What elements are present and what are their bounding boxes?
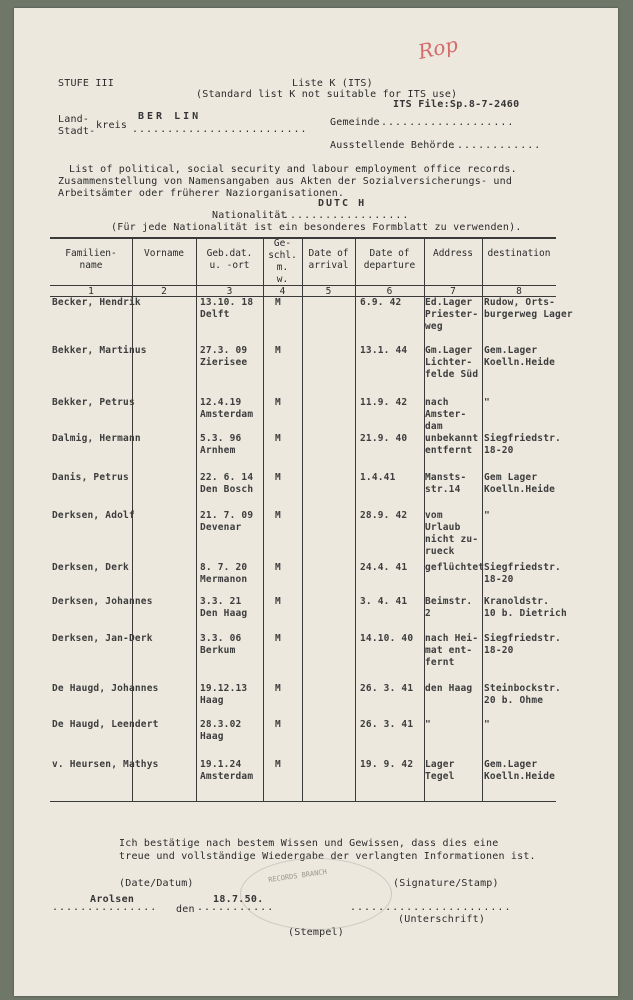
column-number: 7 (450, 286, 456, 297)
row-1-departure: 6.9. 42 (360, 297, 402, 308)
row-12-address: Lager Tegel (425, 759, 455, 782)
row-2-sex: M (275, 345, 281, 356)
row-1-address: Ed.Lager Priester- weg (425, 297, 479, 332)
signature-label: (Signature/Stamp) (393, 878, 499, 889)
row-1-destination: Rudow, Orts- burgerweg Lager (484, 297, 573, 320)
table-column-divider (302, 237, 303, 801)
column-header: Geb.dat. u. -ort (206, 248, 253, 271)
row-12-name: v. Heursen, Mathys (52, 759, 159, 770)
row-8-departure: 3. 4. 41 (360, 596, 408, 607)
row-11-destination: " (484, 719, 490, 730)
row-4-departure: 21.9. 40 (360, 433, 408, 444)
stamp-text: RECORDS BRANCH (267, 867, 328, 885)
intro-line-1: List of political, social security and labour employment office records. (69, 164, 517, 175)
row-5-birth: 22. 6. 14 Den Bosch (200, 472, 254, 495)
row-5-departure: 1.4.41 (360, 472, 396, 483)
nationality-label: Nationalität (212, 210, 287, 221)
row-2-birth: 27.3. 09 Zierisee (200, 345, 248, 368)
kreis-dotted-line: ......................... (132, 124, 308, 135)
row-4-name: Dalmig, Hermann (52, 433, 141, 444)
row-4-birth: 5.3. 96 Arnhem (200, 433, 242, 456)
place-value: Arolsen (90, 894, 135, 905)
row-2-destination: Gem.Lager Koelln.Heide (484, 345, 556, 368)
row-3-birth: 12.4.19 Amsterdam (200, 397, 254, 420)
column-header: Familien- name (65, 248, 117, 271)
row-11-address: " (425, 719, 431, 730)
stufe-label: STUFE III (58, 78, 114, 89)
row-1-birth: 13.10. 18 Delft (200, 297, 254, 320)
row-7-sex: M (275, 562, 281, 573)
row-11-birth: 28.3.02 Haag (200, 719, 242, 742)
standard-note: (Standard list K not suitable for ITS use) (196, 89, 458, 100)
row-10-address: den Haag (425, 683, 473, 694)
column-number: 5 (325, 286, 332, 297)
its-file-number: ITS File:Sp.8-7-2460 (393, 99, 520, 110)
confirmation-line-2: treue und vollständige Wiedergabe der verlangten Informationen ist. (119, 851, 536, 862)
column-header: Vorname (143, 248, 185, 259)
row-11-departure: 26. 3. 41 (360, 719, 414, 730)
row-12-destination: Gem.Lager Koelln.Heide (484, 759, 556, 782)
nationality-dotted-line: ................... (276, 210, 410, 221)
column-number: 8 (516, 286, 522, 297)
column-number: 4 (279, 286, 286, 297)
row-9-address: nach Hei- mat ent- fernt (425, 633, 479, 668)
nationality-note: (Für jede Nationalität ist ein besonderes Formblatt zu verwenden). (111, 222, 522, 233)
row-12-departure: 19. 9. 42 (360, 759, 414, 770)
row-9-birth: 3.3. 06 Berkum (200, 633, 242, 656)
row-7-departure: 24.4. 41 (360, 562, 408, 573)
row-6-sex: M (275, 510, 281, 521)
row-5-name: Danis, Petrus (52, 472, 129, 483)
row-9-departure: 14.10. 40 (360, 633, 414, 644)
row-10-destination: Steinbockstr. 20 b. Ohme (484, 683, 561, 706)
intro-line-2: Zusammenstellung von Namensangaben aus Akten der Sozialversicherungs- und (58, 176, 513, 187)
row-7-birth: 8. 7. 20 Mermanon (200, 562, 248, 585)
row-3-destination: " (484, 397, 490, 408)
date-value: 18.7.50. (213, 894, 264, 905)
nationality-value: DUTC H (318, 198, 367, 209)
ausstellende-label: Ausstellende Behörde (330, 140, 455, 151)
ausstellende-dotted-line: ............. (450, 140, 542, 151)
row-2-departure: 13.1. 44 (360, 345, 408, 356)
row-1-name: Becker, Hendrik (52, 297, 141, 308)
stempel-label: (Stempel) (288, 927, 344, 938)
row-6-departure: 28.9. 42 (360, 510, 408, 521)
row-6-destination: " (484, 510, 490, 521)
date-label: (Date/Datum) (119, 878, 194, 889)
row-8-sex: M (275, 596, 281, 607)
row-9-name: Derksen, Jan-Derk (52, 633, 153, 644)
row-10-name: De Haugd, Johannes (52, 683, 159, 694)
row-4-destination: Siegfriedstr. 18-20 (484, 433, 561, 456)
row-8-name: Derksen, Johannes (52, 596, 153, 607)
row-11-name: De Haugd, Leendert (52, 719, 159, 730)
column-number: 6 (386, 286, 393, 297)
row-7-destination: Siegfriedstr. 18-20 (484, 562, 561, 585)
row-5-address: Mansts- str.14 (425, 472, 467, 495)
row-10-birth: 19.12.13 Haag (200, 683, 248, 706)
row-4-address: unbekannt entfernt (425, 433, 479, 456)
column-header: Address (432, 248, 474, 259)
row-2-address: Gm.Lager Lichter- felde Süd (425, 345, 479, 380)
column-header: Ge- schl. m. w. (268, 238, 297, 285)
column-number: 2 (161, 286, 167, 297)
row-3-sex: M (275, 397, 281, 408)
row-8-address: Beimstr. 2 (425, 596, 473, 619)
row-10-sex: M (275, 683, 281, 694)
column-number: 3 (226, 286, 233, 297)
kreis-label: kreis (96, 120, 128, 131)
intro-line-3: Arbeitsämter oder früherer Naziorganisationen. (58, 188, 345, 199)
row-5-sex: M (275, 472, 281, 483)
row-8-birth: 3.3. 21 Den Haag (200, 596, 248, 619)
column-header: Date of arrival (308, 248, 349, 271)
row-8-destination: Kranoldstr. 10 b. Dietrich (484, 596, 567, 619)
row-3-name: Bekker, Petrus (52, 397, 135, 408)
column-header: destination (487, 248, 551, 259)
column-number: 1 (88, 286, 94, 297)
row-7-name: Derksen, Derk (52, 562, 129, 573)
liste-title: Liste K (ITS) (292, 78, 373, 89)
table-column-divider (355, 237, 356, 801)
signature-dotted-line: ....................... (350, 902, 512, 913)
land-stadt-label: Land- Stadt- (58, 114, 96, 137)
table-top-border (50, 237, 556, 239)
gemeinde-label: Gemeinde (330, 117, 380, 128)
row-3-departure: 11.9. 42 (360, 397, 408, 408)
confirmation-line-1: Ich bestätige nach bestem Wissen und Gewissen, dass dies eine (119, 838, 499, 849)
kreis-value: BER LIN (138, 111, 202, 122)
row-6-birth: 21. 7. 09 Devenar (200, 510, 254, 533)
table-bottom-border (50, 801, 556, 802)
row-6-address: vom Urlaub nicht zu- rueck (425, 510, 479, 557)
row-12-sex: M (275, 759, 281, 770)
place-dotted-line: ............... (52, 902, 158, 913)
row-9-destination: Siegfriedstr. 18-20 (484, 633, 561, 656)
row-3-address: nach Amster- dam (425, 397, 467, 432)
row-9-sex: M (275, 633, 281, 644)
handwritten-initials: Rop (415, 32, 460, 64)
gemeinde-dotted-line: ................... (381, 117, 515, 128)
unterschrift-label: (Unterschrift) (398, 914, 486, 925)
row-11-sex: M (275, 719, 281, 730)
row-5-destination: Gem Lager Koelln.Heide (484, 472, 556, 495)
den-label: den (176, 904, 195, 915)
row-4-sex: M (275, 433, 281, 444)
row-7-address: geflüchtet (425, 562, 485, 573)
row-6-name: Derksen, Adolf (52, 510, 135, 521)
row-1-sex: M (275, 297, 281, 308)
column-header: Date of departure (363, 248, 416, 271)
row-12-birth: 19.1.24 Amsterdam (200, 759, 254, 782)
date-dotted-line: ........... (197, 902, 275, 913)
row-10-departure: 26. 3. 41 (360, 683, 414, 694)
row-2-name: Bekker, Martinus (52, 345, 147, 356)
